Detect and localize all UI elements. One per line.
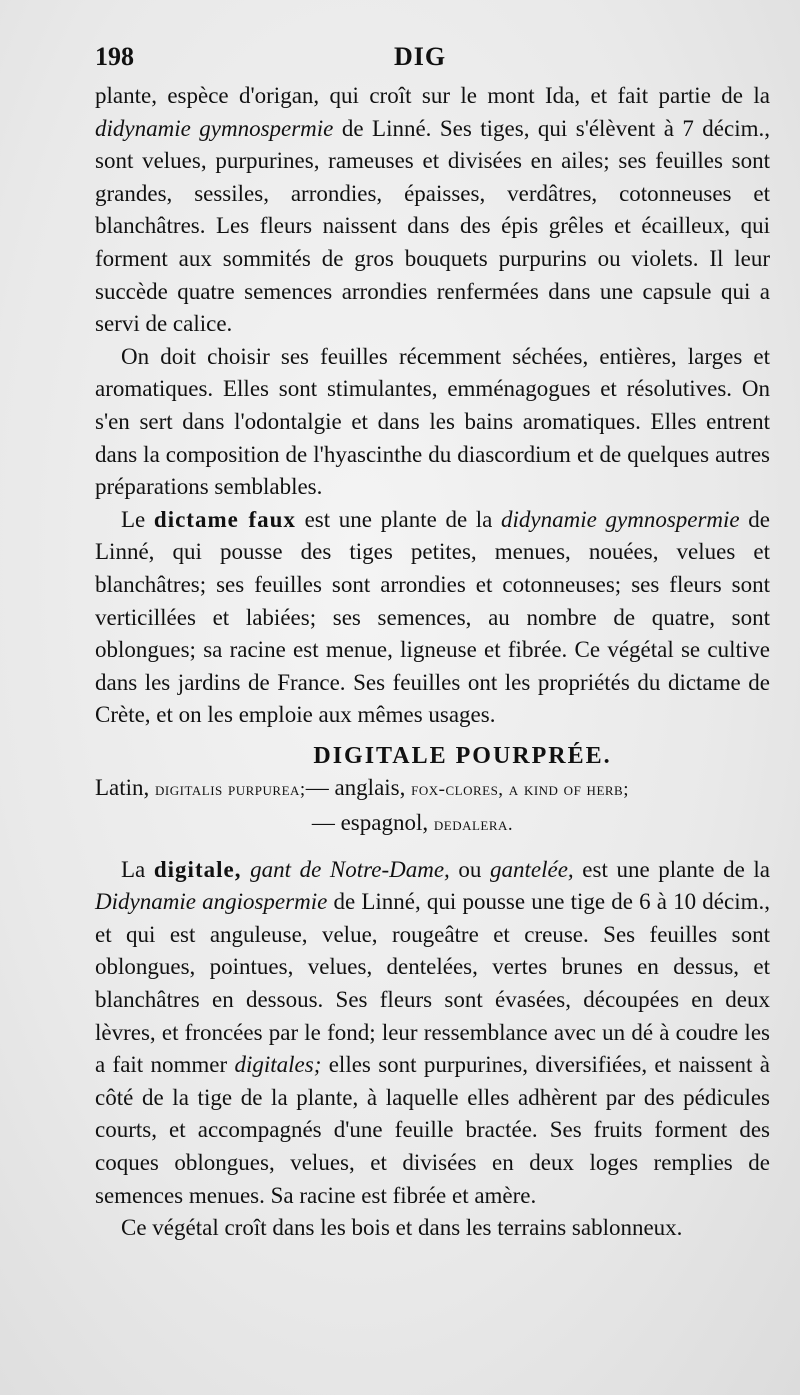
paragraph-origan-description: plante, espèce d'origan, qui croît sur le mont Ida, et fait partie de la didynamie gymnospermie de Linné. Ses tiges, qui s'élèvent à 7 décim., sont velues, purpurines, rameuses et divisées en ailes; ses feuilles sont grandes, sessiles, arrondies, épaisses, verdâtres, cotonneuses et blanchâtres. Les fleurs naissent dans des épis grêles et écailleux, qui forment aux sommités de gros bouquets purpurins ou violets. Il leur succède quatre semences arrondies renfermées dans une capsule qui a servi de calice. bbox=[95, 83, 770, 337]
entry-heading: DIGITALE POURPRÉE. bbox=[313, 742, 612, 769]
paragraph-habitat: Ce végétal croît dans les bois et dans les terrains sablonneux. bbox=[121, 1215, 683, 1241]
running-head: DIG bbox=[393, 42, 447, 71]
page-header bbox=[95, 42, 785, 74]
page-number: 198 bbox=[95, 42, 134, 71]
synonyms-line-1: Latin, digitalis purpurea;— anglais, fox-clores, a kind of herb; bbox=[95, 775, 629, 801]
paragraph-usage: On doit choisir ses feuilles récemment séchées, entières, larges et aromatiques. Elles sont stimulantes, emménagogues et résolutives. On s'en sert dans l'odontalgie et dans les bains aromatiques. Elles entrent dans la composition de l'hyascinthe du diascordium et de quelques autres préparations semblables. bbox=[95, 343, 770, 500]
synonyms-line-2: — espagnol, dedalera. bbox=[311, 810, 514, 836]
term-digitale: digitale, bbox=[153, 856, 242, 882]
body-text bbox=[95, 80, 770, 1245]
paragraph-digitale: La digitale, gant de Notre-Dame, ou gantelée, est une plante de la Didynamie angiospermie de Linné, qui pousse une tige de 6 à 10 décim., et qui est anguleuse, velue, rougeâtre et creuse. Ses feuilles sont oblongues, pointues, velues, dentelées, vertes brunes en dessus, et blanchâtres en dessous. Ses fleurs sont évasées, découpées en deux lèvres, et froncées par le fond; leur ressemblance avec un dé à coudre les a fait nommer digitales; elles sont purpurines, diversifiées, et naissent à côté de la tige de la plante, à laquelle elles adhèrent par des pédicules courts, et accompagnés d'une feuille bractée. Ses fruits forment des coques oblongues, velues, et divisées en deux loges remplies de semences menues. Sa racine est fibrée et amère. bbox=[95, 856, 771, 1208]
paragraph-dictame-faux: Le dictame faux est une plante de la didynamie gymnospermie de Linné, qui pousse des tiges petites, menues, nouées, velues et blanchâtres; ses feuilles sont arrondies et cotonneuses; ses fleurs sont verticillées et labiées; ses semences, au nombre de quatre, sont oblongues; sa racine est menue, ligneuse et fibrée. Ce végétal se cultive dans les jardins de France. Ses feuilles ont les propriétés du dictame de Crète, et on les emploie aux mêmes usages. bbox=[95, 506, 770, 728]
term-dictame-faux: dictame faux bbox=[153, 506, 296, 532]
